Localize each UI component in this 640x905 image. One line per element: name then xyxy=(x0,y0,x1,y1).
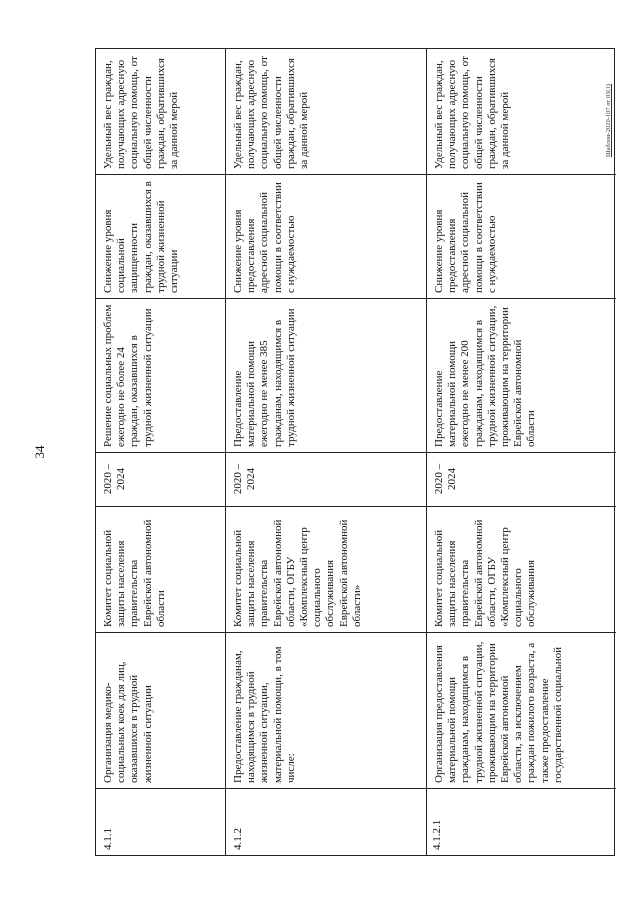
row-number-cell: 4.1.1 xyxy=(102,828,114,850)
table-row xyxy=(225,49,426,855)
expected-result-cell: Предоставление материальной помощи ежегодно не менее 385 гражданам, находящимся в трудной жизненной ситуации xyxy=(226,299,426,453)
table-row xyxy=(426,49,616,855)
executor-cell: Комитет социальной защиты населения правительства Еврейской автономной области, ОГБУ «Комплексный центр социального обслуживания xyxy=(427,507,616,633)
indicator-link-cell: Удельный вес граждан, получающих адресную социальную помощь, от общей численности граждан, обратившихся за данной мерой xyxy=(427,47,616,175)
term-cell: 2020 – 2024 xyxy=(226,453,426,507)
term-cell: 2020 – 2024 xyxy=(427,453,616,507)
consequence-cell: Снижение уровня предоставления адресной социальной помощи в соответствии с нуждаемостью xyxy=(226,175,426,299)
term-cell: 2020 – 2024 xyxy=(96,453,225,507)
executor-cell: Комитет социальной защиты населения правительства Еврейской автономной области, ОГБУ «Комплексный центр социального обслуживания Еврейской автономной области» xyxy=(226,507,426,633)
consequence-cell: Снижение уровня предоставления адресной социальной помощи в соответствии с нуждаемостью xyxy=(427,175,616,299)
row-number-cell: 4.1.2.1 xyxy=(431,819,443,850)
indicator-link-cell: Удельный вес граждан, получающих адресную социальную помощь, от общей численности граждан, обратившихся за данной мерой xyxy=(226,47,426,175)
executor-cell: Комитет социальной защиты населения правительства Еврейской автономной области xyxy=(96,507,225,633)
document-stamp: Шаблон-2020-107 от 03(1) xyxy=(605,84,612,157)
table-row xyxy=(96,49,225,855)
page-number: 34 xyxy=(32,445,47,459)
program-table xyxy=(95,48,615,856)
row-number-cell: 4.1.2 xyxy=(232,828,244,850)
expected-result-cell: Предоставление материальной помощи ежегодно не менее 200 гражданам, находящимся в трудной жизненной ситуации, проживающим на территории Еврейской автономной области xyxy=(427,299,616,453)
expected-result-cell: Решение социальных проблем ежегодно не более 24 граждан, оказавшихся в трудной жизненной ситуации xyxy=(96,299,225,453)
measure-name-cell: Организация медико-социальных коек для лиц, оказавшихся в трудной жизненной ситуации xyxy=(96,633,225,789)
indicator-link-cell: Удельный вес граждан, получающих адресную социальную помощь, от общей численности граждан, обратившихся за данной мерой xyxy=(96,47,225,175)
consequence-cell: Снижение уровня социальной защищенности граждан, оказавшихся в трудной жизненной ситуации xyxy=(96,175,225,299)
table-wrapper xyxy=(95,48,615,856)
measure-name-cell: Предоставление гражданам, находящимся в трудной жизненной ситуации, материальной помощи, в том числе: xyxy=(226,633,426,789)
measure-name-cell: Организация предоставления материальной помощи гражданам, находящимся в трудной жизненной ситуации, проживающим на территории Еврейской автономной области, за исключением граждан пожилого возраста, а также предоставление государственной социальной xyxy=(427,633,616,789)
